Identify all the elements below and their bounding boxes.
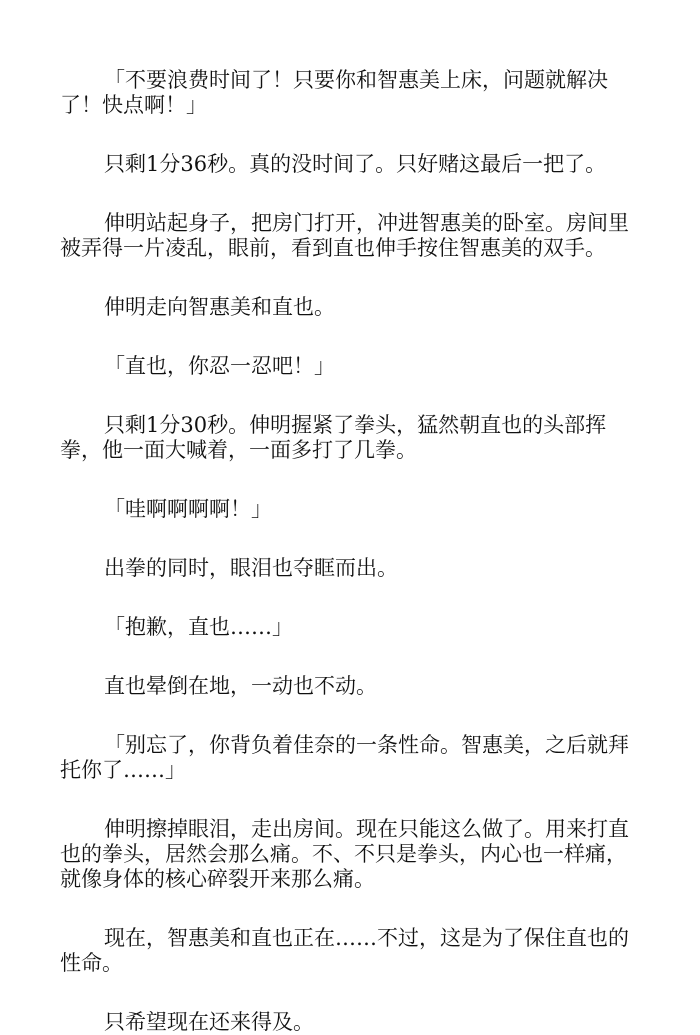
paragraph: 只剩1分30秒。伸明握紧了拳头，猛然朝直也的头部挥拳，他一面大喊着，一面多打了几拳。 (60, 413, 607, 462)
paragraph: 伸明站起身子，把房门打开，冲进智惠美的卧室。房间里被弄得一片凌乱，眼前，看到直也伸手按住智惠美的双手。 (60, 211, 629, 260)
paragraph: 「别忘了，你背负着佳奈的一条性命。智惠美，之后就拜托你了……」 (60, 733, 629, 782)
paragraph: 伸明走向智惠美和直也。 (104, 295, 335, 319)
paragraph: 直也晕倒在地，一动也不动。 (104, 674, 377, 698)
paragraph: 出拳的同时，眼泪也夺眶而出。 (104, 556, 398, 580)
paragraph: 「不要浪费时间了！只要你和智惠美上床，问题就解决了！快点啊！」 (60, 68, 608, 117)
paragraph: 只剩1分36秒。真的没时间了。只好赌这最后一把了。 (104, 152, 607, 176)
paragraph: 只希望现在还来得及。 (104, 1010, 314, 1034)
paragraph: 伸明擦掉眼泪，走出房间。现在只能这么做了。用来打直也的拳头，居然会那么痛。不、不只是拳头，内心也一样痛，就像身体的核心碎裂开来那么痛。 (60, 817, 629, 891)
paragraph: 「直也，你忍一忍吧！」 (104, 354, 335, 378)
paragraph: 「抱歉，直也……」 (104, 615, 293, 639)
paragraph: 现在，智惠美和直也正在……不过，这是为了保住直也的性命。 (60, 926, 629, 975)
paragraph: 「哇啊啊啊啊！」 (104, 497, 272, 521)
